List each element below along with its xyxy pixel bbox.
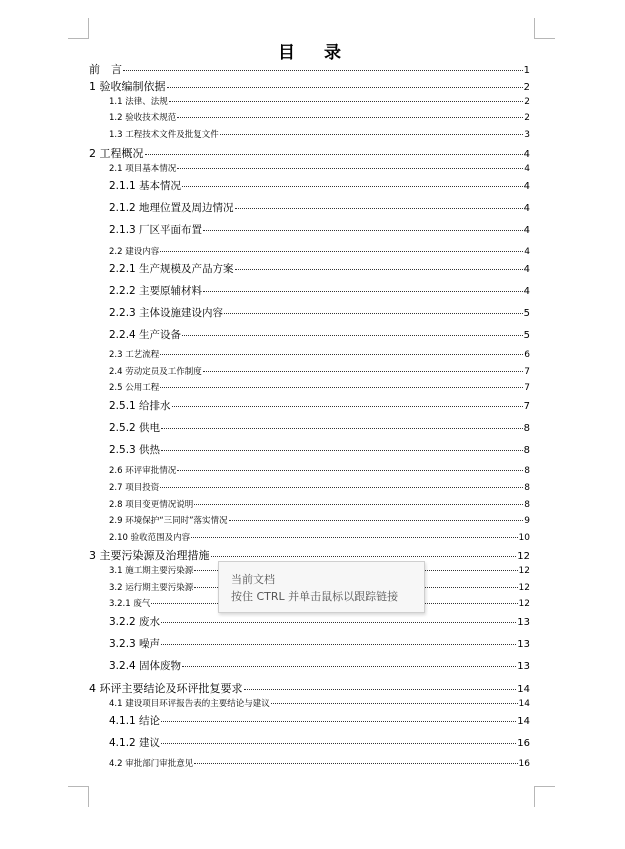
toc-leader-dots [211, 556, 517, 557]
toc-entry-4[interactable] [89, 680, 530, 696]
toc-leader-dots [161, 622, 516, 623]
toc-entry-label[interactable]: 2.2.3 主体设施建设内容 [109, 307, 224, 319]
toc-page-number[interactable]: 2 [524, 97, 530, 107]
toc-entry-label[interactable]: 3 主要污染源及治理措施 [89, 549, 210, 562]
toc-entry-2-5-2[interactable] [109, 420, 530, 435]
toc-entry-label[interactable]: 2.2.4 生产设备 [109, 329, 182, 341]
toc-entry-2-9[interactable] [109, 514, 530, 526]
toc-entry-2-4[interactable] [109, 365, 530, 377]
toc-entry-label[interactable]: 2.2.1 生产规模及产品方案 [109, 263, 234, 275]
toc-entry-2-8[interactable] [109, 498, 530, 510]
toc-leader-dots [203, 371, 524, 372]
toc-entry-2-7[interactable] [109, 481, 530, 493]
toc-entry-4-2[interactable] [109, 757, 530, 769]
toc-entry-1-3[interactable] [109, 128, 530, 140]
toc-entry-2-1-3[interactable] [109, 222, 530, 237]
toc-entry-2-1[interactable] [109, 162, 530, 174]
toc-entry-2-5-3[interactable] [109, 442, 530, 457]
toc-entry-label[interactable]: 2.5.2 供电 [109, 422, 161, 434]
toc-entry-label[interactable]: 2.1.1 基本情况 [109, 180, 182, 192]
toc-page-number[interactable]: 4 [523, 203, 530, 214]
toc-entry-2-2-4[interactable] [109, 327, 530, 342]
toc-leader-dots [191, 537, 517, 538]
toc-page-number[interactable]: 16 [518, 759, 530, 769]
toc-entry-1-1[interactable] [109, 95, 530, 107]
toc-entry-label[interactable]: 2.10 验收范围及内容 [109, 533, 191, 543]
toc-page-number[interactable]: 4 [524, 164, 530, 174]
toc-page-number[interactable]: 4 [523, 181, 530, 192]
toc-page-number[interactable]: 2 [524, 113, 530, 123]
toc-entry-label[interactable]: 3.2.1 废气 [109, 599, 151, 609]
toc-page-number[interactable]: 10 [518, 533, 530, 543]
toc-leader-dots [177, 168, 523, 169]
toc-entry-2-10[interactable] [109, 531, 530, 543]
toc-page-number[interactable]: 8 [524, 483, 530, 493]
link-tooltip [218, 561, 425, 613]
toc-entry-label[interactable]: 1 验收编制依据 [89, 80, 166, 93]
toc-leader-dots [160, 487, 523, 488]
toc-entry-label[interactable]: 1.1 法律、法规 [109, 97, 168, 107]
toc-leader-dots [161, 428, 523, 429]
toc-leader-dots [161, 644, 516, 645]
toc-entry-preface[interactable] [89, 61, 530, 77]
toc-page-number[interactable]: 14 [517, 716, 530, 727]
toc-leader-dots [161, 743, 516, 744]
toc-page-number[interactable]: 4 [524, 247, 530, 257]
toc-page-number[interactable]: 2 [523, 82, 530, 93]
toc-leader-dots [203, 291, 523, 292]
toc-entry-label[interactable]: 2.3 工艺流程 [109, 350, 160, 360]
toc-entry-2-1-2[interactable] [109, 200, 530, 215]
toc-entry-label[interactable]: 1.3 工程技术文件及批复文件 [109, 130, 219, 140]
toc-page-number[interactable]: 13 [517, 639, 530, 650]
toc-page-number[interactable]: 7 [524, 367, 530, 377]
toc-entry-3-2-3[interactable] [109, 636, 530, 651]
toc-page-number[interactable]: 12 [517, 551, 530, 562]
toc-entry-1[interactable] [89, 78, 530, 94]
toc-leader-dots [160, 354, 523, 355]
toc-entry-2[interactable] [89, 145, 530, 161]
toc-page-number[interactable]: 5 [523, 330, 530, 341]
toc-entry-label[interactable]: 2.9 环境保护“三同时”落实情况 [109, 516, 228, 526]
toc-entry-2-1-1[interactable] [109, 178, 530, 193]
toc-page-number[interactable]: 8 [523, 423, 530, 434]
toc-page-number[interactable]: 16 [517, 738, 530, 749]
toc-entry-2-5-1[interactable] [109, 398, 530, 413]
toc-leader-dots [224, 313, 523, 314]
toc-leader-dots [177, 117, 523, 118]
toc-page-number[interactable]: 6 [524, 350, 530, 360]
toc-entry-label[interactable]: 4.1.1 结论 [109, 715, 161, 727]
toc-leader-dots [229, 520, 524, 521]
toc-leader-dots [160, 387, 523, 388]
toc-entry-label[interactable]: 2.4 劳动定员及工作制度 [109, 367, 202, 377]
page-title: 目 录 [278, 43, 347, 63]
toc-page-number[interactable]: 13 [517, 661, 530, 672]
toc-entry-label[interactable]: 2.5.3 供热 [109, 444, 161, 456]
toc-page-number[interactable]: 8 [523, 445, 530, 456]
toc-entry-2-3[interactable] [109, 348, 530, 360]
toc-leader-dots [169, 101, 524, 102]
toc-entry-label[interactable]: 2 工程概况 [89, 147, 144, 160]
toc-leader-dots [172, 406, 523, 407]
toc-leader-dots [271, 703, 518, 704]
toc-entry-label[interactable]: 3.2 运行期主要污染源 [109, 583, 194, 593]
toc-entry-label[interactable]: 前 言 [89, 63, 122, 76]
toc-entry-1-2[interactable] [109, 111, 530, 123]
toc-entry-label[interactable]: 2.2 建设内容 [109, 247, 160, 257]
toc-leader-dots [194, 504, 523, 505]
tooltip-hint: 按住 CTRL 并单击鼠标以跟踪链接 [231, 590, 399, 603]
toc-leader-dots [145, 154, 523, 155]
toc-entry-label[interactable]: 1.2 验收技术规范 [109, 113, 177, 123]
toc-entry-3-2-4[interactable] [109, 658, 530, 673]
toc-entry-label[interactable]: 3.1 施工期主要污染源 [109, 566, 194, 576]
toc-page-number[interactable]: 3 [524, 130, 530, 140]
toc-entry-label[interactable]: 2.1.2 地理位置及周边情况 [109, 202, 234, 214]
toc-entry-label[interactable]: 2.1 项目基本情况 [109, 164, 177, 174]
toc-entry-2-2-2[interactable] [109, 283, 530, 298]
toc-leader-dots [182, 186, 523, 187]
toc-entry-2-2-1[interactable] [109, 261, 530, 276]
toc-page-number[interactable]: 7 [523, 401, 530, 412]
toc-entry-2-6[interactable] [109, 464, 530, 476]
toc-leader-dots [244, 689, 517, 690]
toc-entry-label[interactable]: 3.2.2 废水 [109, 616, 161, 628]
toc-leader-dots [235, 269, 523, 270]
toc-page-number[interactable]: 14 [518, 699, 530, 709]
toc-page-number[interactable]: 4 [523, 225, 530, 236]
toc-leader-dots [182, 666, 516, 667]
toc-entry-label[interactable]: 2.5 公用工程 [109, 383, 160, 393]
toc-entry-label[interactable]: 2.6 环评审批情况 [109, 466, 177, 476]
toc-entry-label[interactable]: 4 环评主要结论及环评批复要求 [89, 682, 243, 695]
toc-page-number[interactable]: 8 [524, 500, 530, 510]
toc-entry-label[interactable]: 2.5.1 给排水 [109, 400, 171, 412]
toc-page-number[interactable]: 7 [524, 383, 530, 393]
toc-page-number[interactable]: 9 [524, 516, 530, 526]
toc-entry-2-5[interactable] [109, 381, 530, 393]
toc-entry-4-1-1[interactable] [109, 713, 530, 728]
toc-entry-label[interactable]: 3.2.3 噪声 [109, 638, 161, 650]
toc-entry-label[interactable]: 4.2 审批部门审批意见 [109, 759, 194, 769]
toc-page-number[interactable]: 13 [517, 617, 530, 628]
toc-entry-2-2[interactable] [109, 245, 530, 257]
toc-page-number[interactable]: 8 [524, 466, 530, 476]
toc-leader-dots [182, 335, 523, 336]
toc-entry-label[interactable]: 2.8 项目变更情况说明 [109, 500, 194, 510]
toc-page-number[interactable]: 12 [518, 599, 530, 609]
toc-leader-dots [167, 87, 523, 88]
toc-leader-dots [194, 763, 517, 764]
toc-entry-label[interactable]: 2.7 项目投资 [109, 483, 160, 493]
toc-entry-4-1-2[interactable] [109, 735, 530, 750]
toc-entry-label[interactable]: 2.1.3 厂区平面布置 [109, 224, 203, 236]
toc-leader-dots [161, 450, 523, 451]
toc-entry-4-1[interactable] [109, 697, 530, 709]
toc-leader-dots [177, 470, 523, 471]
toc-entry-2-2-3[interactable] [109, 305, 530, 320]
toc-page-number[interactable]: 5 [523, 308, 530, 319]
toc-leader-dots [160, 251, 523, 252]
toc-leader-dots [123, 70, 523, 71]
toc-leader-dots [161, 721, 516, 722]
toc-page-number[interactable]: 4 [523, 286, 530, 297]
toc-page-number[interactable]: 1 [523, 65, 530, 76]
toc-page-number[interactable]: 14 [517, 684, 530, 695]
toc-leader-dots [235, 208, 523, 209]
toc-entry-label[interactable]: 4.1 建设项目环评报告表的主要结论与建议 [109, 699, 270, 709]
tooltip-title: 当前文档 [231, 573, 275, 586]
toc-page-number[interactable]: 12 [518, 583, 530, 593]
toc-entry-3-2-2[interactable] [109, 614, 530, 629]
toc-entry-label[interactable]: 3.2.4 固体废物 [109, 660, 182, 672]
toc-page-number[interactable]: 4 [523, 264, 530, 275]
toc-leader-dots [220, 134, 524, 135]
toc-page-number[interactable]: 12 [518, 566, 530, 576]
toc-page-number[interactable]: 4 [523, 149, 530, 160]
toc-entry-label[interactable]: 4.1.2 建议 [109, 737, 161, 749]
toc-entry-label[interactable]: 2.2.2 主要原辅材料 [109, 285, 203, 297]
toc-leader-dots [203, 230, 523, 231]
